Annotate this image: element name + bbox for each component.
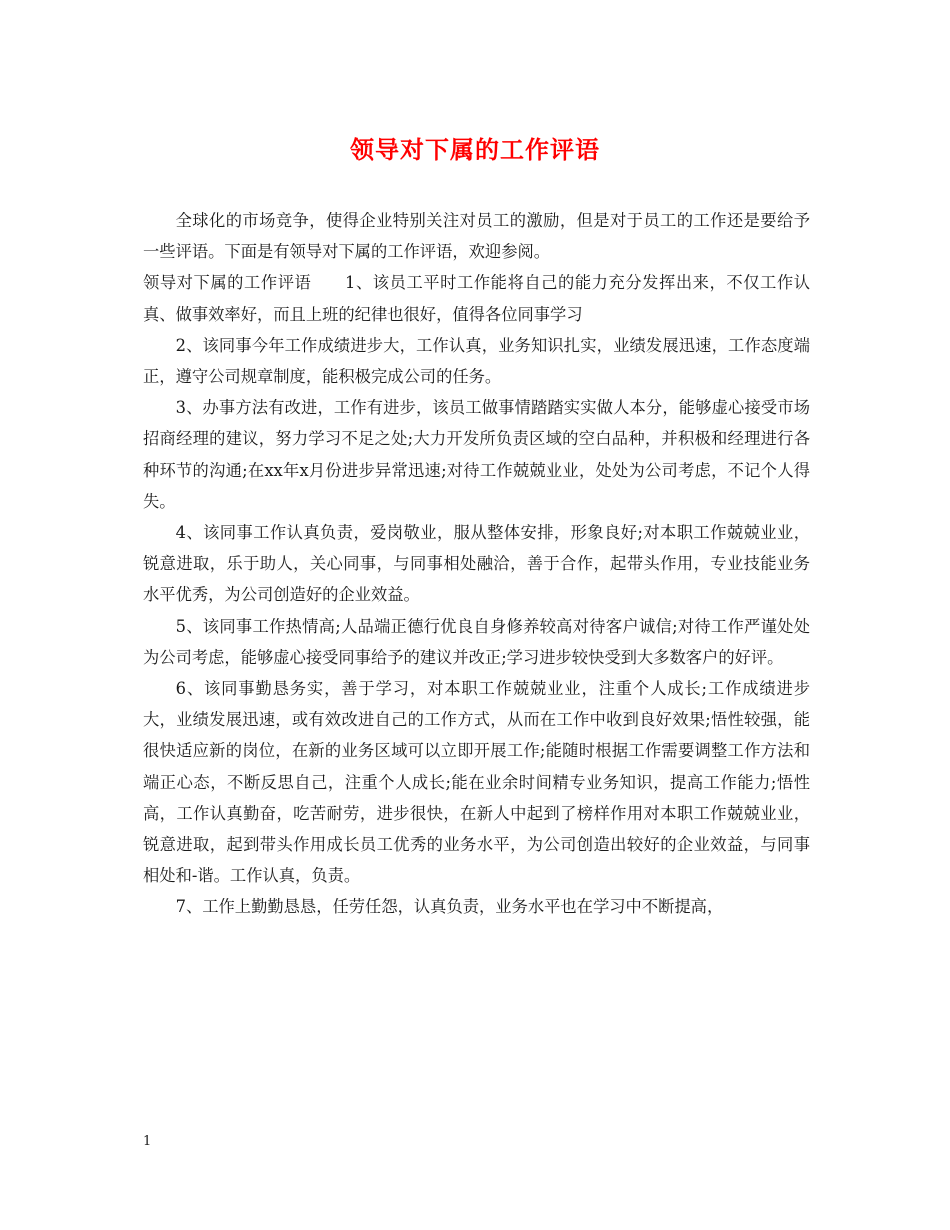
page-number: 1 [143,1134,152,1149]
paragraph-item-7: 7、工作上勤勤恳恳，任劳任怨，认真负责，业务水平也在学习中不断提高， [175,897,724,917]
paragraph-item-5: 5、该同事工作热情高;人品端正德行优良自身修养较高对待客户诚信;对待工作严谨处处为公司考虑，能够虚心接受同事给予的建议并改正;学习进步较快受到大多数客户的好评。 [143,616,810,667]
paragraph-item-3: 3、办事方法有改进，工作有进步，该员工做事情踏踏实实做人本分，能够虚心接受市场招商经理的建议，努力学习不足之处;大力开发所负责区域的空白品种，并积极和经理进行各种环节的沟通;在xx年x月份进步异常迅速;对待工作兢兢业业，处处为公司考虑，不记个人得失。 [143,398,810,511]
paragraph-item-4: 4、该同事工作认真负责，爱岗敬业，服从整体安排，形象良好;对本职工作兢兢业业，锐意进取，乐于助人，关心同事，与同事相处融洽，善于合作，起带头作用，专业技能业务水平优秀，为公司创造好的企业效益。 [143,523,810,605]
paragraph-item-6: 6、该同事勤恳务实，善于学习，对本职工作兢兢业业，注重个人成长;工作成绩进步大，业绩发展迅速，或有效改进自己的工作方式，从而在工作中收到良好效果;悟性较强，能很快适应新的岗位，在新的业务区域可以立即开展工作;能随时根据工作需要调整工作方法和端正心态，不断反思自己，注重个人成长;能在业余时间精专业务知识，提高工作能力;悟性高，工作认真勤奋，吃苦耐劳，进步很快，在新人中起到了榜样作用对本职工作兢兢业业，锐意进取，起到带头作用成长员工优秀的业务水平，为公司创造出较好的企业效益，与同事相处和-谐。工作认真，负责。 [143,679,810,886]
paragraph-item-2: 2、该同事今年工作成绩进步大，工作认真，业务知识扎实，业绩发展迅速，工作态度端正，遵守公司规章制度，能积极完成公司的任务。 [143,335,810,387]
document-body [143,205,810,923]
document-title: 领导对下属的工作评语 [350,135,600,164]
paragraph-item-1: 领导对下属的工作评语 1、该员工平时工作能将自己的能力充分发挥出来，不仅工作认真、做事效率好，而且上班的纪律也很好，值得各位同事学习 [143,273,810,324]
paragraph-intro: 全球化的市场竞争，使得企业特别关注对员工的激励，但是对于员工的工作还是要给予一些评语。下面是有领导对下属的工作评语，欢迎参阅。 [143,211,810,262]
